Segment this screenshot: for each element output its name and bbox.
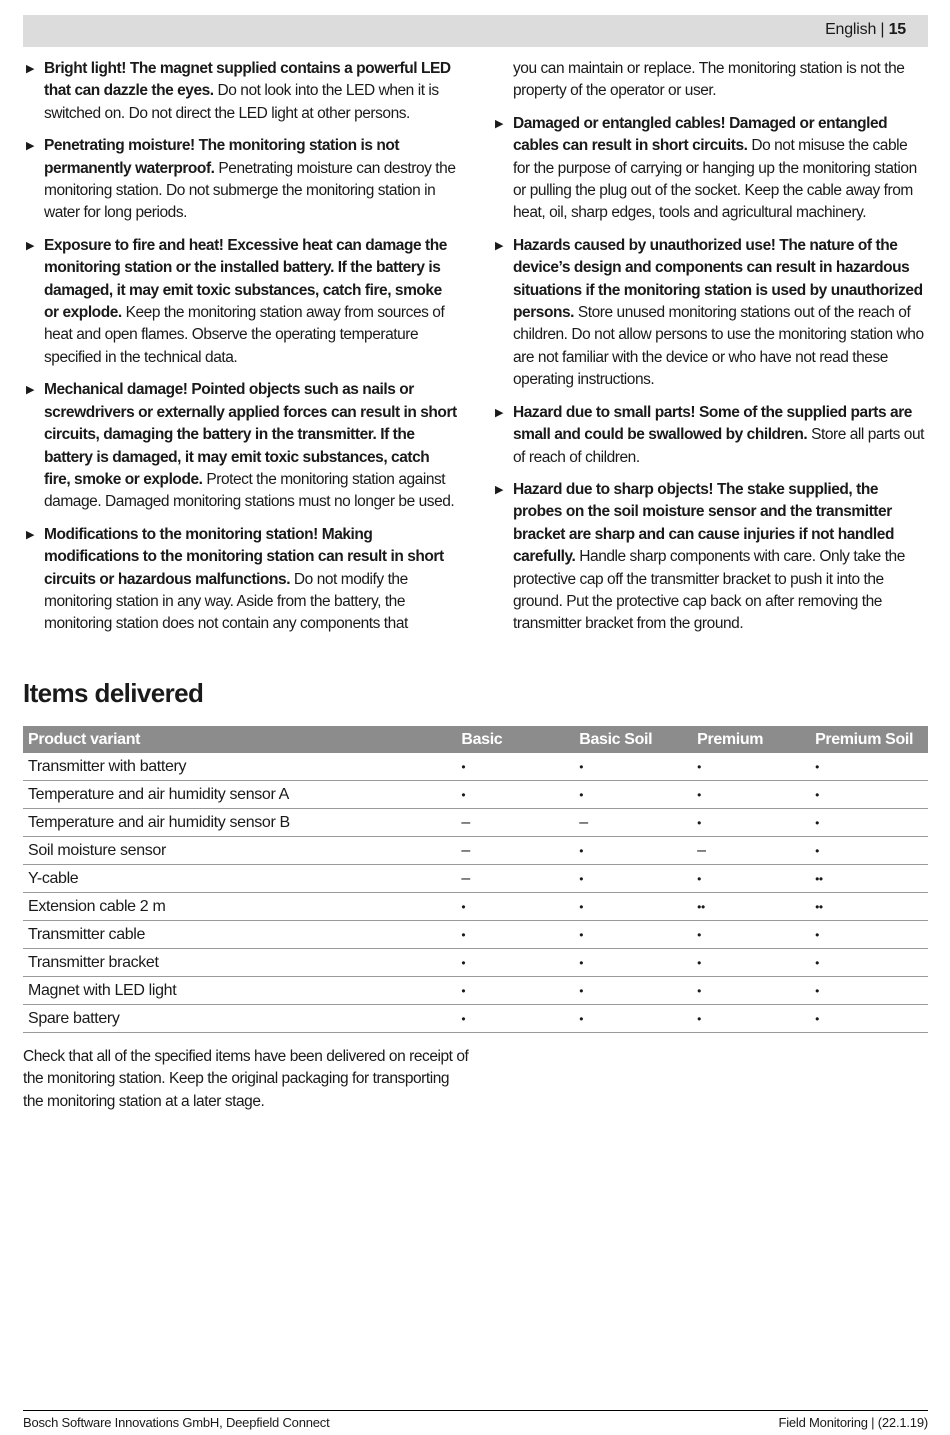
warning-text: Do not misuse the cable for the purpose of carrying or hanging up the monitoring station or pulling the plug out of the socket. Keep the cable away from heat, oil, sharp edges, tools and agricultural machinery. (513, 137, 917, 222)
safety-warning-item (23, 58, 458, 125)
warning-text: Handle sharp components with care. Only take the protective cap off the transmitter bracket to push it into the ground. Put the protective cap back on after removing the transmitter bracket from the ground. (513, 548, 905, 633)
table-row (23, 921, 928, 949)
page-header-text (825, 21, 906, 39)
availability-cell: •• (810, 893, 928, 921)
safety-warning-item (23, 524, 458, 636)
header-language: English (825, 21, 877, 38)
item-name-cell: Soil moisture sensor (23, 837, 456, 865)
availability-cell: • (456, 921, 574, 949)
availability-cell: • (574, 893, 692, 921)
item-name-cell: Y-cable (23, 865, 456, 893)
availability-cell: • (692, 921, 810, 949)
arrow-bullet-icon: ▶ (495, 406, 504, 419)
item-name-cell: Transmitter with battery (23, 753, 456, 781)
availability-cell: – (456, 837, 574, 865)
availability-cell: • (692, 1005, 810, 1033)
arrow-bullet-icon: ▶ (26, 528, 35, 541)
availability-cell: • (692, 809, 810, 837)
safety-warning-item (492, 479, 927, 636)
table-row (23, 949, 928, 977)
availability-cell: •• (692, 893, 810, 921)
safety-warning-item (492, 235, 927, 392)
availability-cell: – (574, 809, 692, 837)
safety-warning-item (23, 135, 458, 225)
table-body (23, 753, 928, 1033)
item-name-cell: Transmitter bracket (23, 949, 456, 977)
header-separator: | (876, 21, 889, 38)
availability-cell: • (810, 977, 928, 1005)
arrow-bullet-icon: ▶ (495, 117, 504, 130)
page-number: 15 (888, 21, 906, 38)
item-name-cell: Temperature and air humidity sensor A (23, 781, 456, 809)
availability-cell: • (456, 781, 574, 809)
table-row (23, 753, 928, 781)
warning-heading: Mechanical damage! Pointed objects such as nails or screwdrivers or externally applied forces can result in short circuits, damaging the battery in the transmitter. If the battery is damaged, it may emit toxic substances, catch fire, smoke or explode. (44, 381, 457, 488)
availability-cell: • (692, 781, 810, 809)
availability-cell: • (574, 949, 692, 977)
availability-cell: •• (810, 865, 928, 893)
table-row (23, 837, 928, 865)
safety-warning-item (492, 113, 927, 225)
availability-cell: • (810, 949, 928, 977)
availability-cell: • (456, 1005, 574, 1033)
column-header: Premium (692, 726, 810, 753)
column-header: Product variant (23, 726, 456, 753)
items-delivered-table (23, 726, 928, 1033)
warning-heading: Hazard due to sharp objects! The stake supplied, the probes on the soil moisture sensor and the transmitter bracket are sharp and can cause injuries if not handled carefully. (513, 480, 894, 566)
availability-cell: – (456, 809, 574, 837)
availability-cell: – (692, 837, 810, 865)
availability-cell: • (456, 949, 574, 977)
arrow-bullet-icon: ▶ (26, 140, 35, 153)
warning-heading: Penetrating moisture! The monitoring station is not permanently waterproof. (44, 137, 400, 177)
arrow-bullet-icon: ▶ (495, 239, 504, 252)
table-row (23, 865, 928, 893)
availability-cell: • (574, 781, 692, 809)
safety-warning-item (492, 402, 927, 469)
availability-cell: • (574, 977, 692, 1005)
warning-text: Store unused monitoring stations out of the reach of children. Do not allow persons to use the monitoring station who are not familiar with the device or who have not read these operating instructions. (513, 304, 924, 389)
availability-cell: • (456, 753, 574, 781)
table-row (23, 781, 928, 809)
item-name-cell: Temperature and air humidity sensor B (23, 809, 456, 837)
column-header: Premium Soil (810, 726, 928, 753)
right-column-bullets (492, 113, 927, 636)
table-row (23, 809, 928, 837)
arrow-bullet-icon: ▶ (26, 239, 35, 252)
warning-text: Penetrating moisture can destroy the monitoring station. Do not submerge the monitoring station in water for long periods. (44, 159, 456, 222)
continuation-text: you can maintain or replace. The monitoring station is not the property of the operator or user. (513, 60, 905, 100)
items-note: Check that all of the specified items have been delivered on receipt of the monitoring station. Keep the original packaging for transporting the monitoring station at a later stage. (23, 1048, 469, 1110)
availability-cell: • (574, 1005, 692, 1033)
warning-text: Store all parts out of reach of children. (513, 426, 925, 466)
availability-cell: • (692, 865, 810, 893)
warning-heading: Bright light! The magnet supplied contains a powerful LED that can dazzle the eyes. (44, 60, 451, 100)
item-name-cell: Transmitter cable (23, 921, 456, 949)
warning-heading: Exposure to fire and heat! Excessive heat can damage the monitoring station or the installed battery. If the battery is damaged, it may emit toxic substances, catch fire, smoke or explode. (44, 236, 447, 322)
table-header-row (23, 726, 928, 753)
footer-left: Bosch Software Innovations GmbH, Deepfield Connect (23, 1415, 330, 1430)
arrow-bullet-icon: ▶ (495, 483, 504, 496)
availability-cell: • (692, 753, 810, 781)
warning-text: Do not modify the monitoring station in any way. Aside from the battery, the monitoring station does not contain any components that (44, 570, 408, 633)
footer-right: Field Monitoring | (22.1.19) (778, 1415, 928, 1430)
availability-cell: • (810, 837, 928, 865)
page-header (23, 15, 928, 47)
availability-cell: • (810, 809, 928, 837)
table-row (23, 977, 928, 1005)
section-title: Items delivered (23, 678, 204, 708)
warning-text: Keep the monitoring station away from sources of heat and open flames. Observe the operating temperature specified in the technical data. (44, 304, 445, 366)
arrow-bullet-icon: ▶ (26, 63, 35, 75)
availability-cell: • (456, 893, 574, 921)
availability-cell: – (456, 865, 574, 893)
column-header: Basic Soil (574, 726, 692, 753)
availability-cell: • (692, 977, 810, 1005)
left-column (23, 58, 458, 646)
warning-heading: Hazard due to small parts! Some of the supplied parts are small and could be swallowed by children. (513, 403, 912, 444)
safety-warning-item (23, 235, 458, 369)
arrow-bullet-icon: ▶ (26, 384, 35, 397)
right-column (492, 58, 927, 646)
availability-cell: • (574, 837, 692, 865)
availability-cell: • (692, 949, 810, 977)
availability-cell: • (456, 977, 574, 1005)
item-name-cell: Extension cable 2 m (23, 893, 456, 921)
availability-cell: • (574, 921, 692, 949)
table-row (23, 893, 928, 921)
item-name-cell: Magnet with LED light (23, 977, 456, 1005)
safety-warning-item (23, 379, 458, 513)
availability-cell: • (810, 781, 928, 809)
availability-cell: • (574, 753, 692, 781)
warning-heading: Damaged or entangled cables! Damaged or entangled cables can result in short circuits. (513, 114, 888, 155)
footer-divider (23, 1410, 928, 1411)
warning-heading: Hazards caused by unauthorized use! The nature of the device’s design and components can result in hazardous situations if the monitoring station is used by unauthorized persons. (513, 236, 923, 322)
item-name-cell: Spare battery (23, 1005, 456, 1033)
column-header: Basic (456, 726, 574, 753)
availability-cell: • (810, 753, 928, 781)
table-row (23, 1005, 928, 1033)
warning-text: Do not look into the LED when it is switched on. Do not direct the LED light at other persons. (44, 82, 439, 122)
warning-text: Protect the monitoring station against damage. Damaged monitoring stations must no longer be used. (44, 470, 455, 511)
availability-cell: • (810, 921, 928, 949)
availability-cell: • (574, 865, 692, 893)
availability-cell: • (810, 1005, 928, 1033)
warning-heading: Modifications to the monitoring station! Making modifications to the monitoring station can result in short circuits or hazardous malfunctions. (44, 525, 444, 588)
